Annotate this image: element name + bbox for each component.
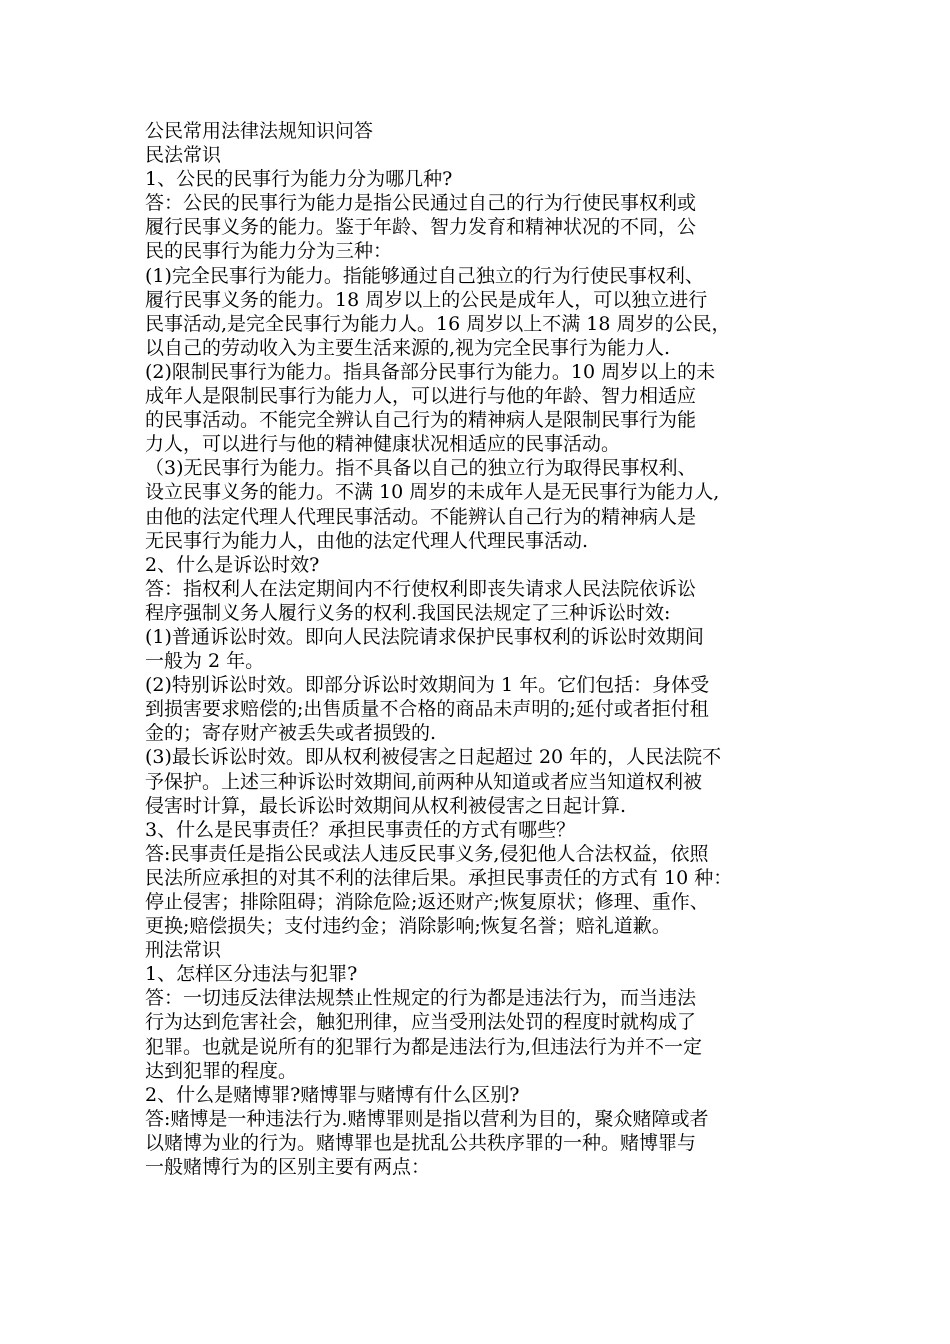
text-line: 予保护。上述三种诉讼时效期间,前两种从知道或者应当知道权利被 (145, 770, 703, 793)
text-line: 答：一切违反法律法规禁止性规定的行为都是违法行为，而当违法 (145, 987, 697, 1010)
section-heading-civil-law: 民法常识 (145, 144, 222, 167)
text-line: 成年人是限制民事行为能力人，可以进行与他的年龄、智力相适应 (145, 385, 697, 408)
text-line: 民的民事行为能力分为三种： (145, 240, 393, 263)
text-line: (2)限制民事行为能力。指具备部分民事行为能力。10 周岁以上的未 (145, 360, 716, 383)
text-line: (1)完全民事行为能力。指能够通过自己独立的行为行使民事权利、 (145, 264, 704, 287)
text-line: 的民事活动。不能完全辨认自己行为的精神病人是限制民事行为能 (145, 409, 697, 432)
text-line: 以自己的劳动收入为主要生活来源的,视为完全民事行为能力人. (145, 336, 671, 359)
question-criminal-1: 1、怎样区分违法与犯罪? (145, 963, 358, 986)
text-line: 更换;赔偿损失；支付违约金；消除影响;恢复名誉；赔礼道歉。 (145, 915, 671, 938)
text-line: 答：公民的民事行为能力是指公民通过自己的行为行使民事权利或 (145, 192, 697, 215)
text-line: 犯罪。也就是说所有的犯罪行为都是违法行为,但违法行为并不一定 (145, 1035, 703, 1058)
question-2: 2、什么是诉讼时效? (145, 553, 320, 576)
text-line: 民事活动,是完全民事行为能力人。16 周岁以上不满 18 周岁的公民， (145, 312, 731, 335)
question-3: 3、什么是民事责任？承担民事责任的方式有哪些？ (145, 818, 576, 841)
text-line: 程序强制义务人履行义务的权利.我国民法规定了三种诉讼时效: (145, 601, 671, 624)
text-line: 民法所应承担的对其不利的法律后果。承担民事责任的方式有 10 种： (145, 866, 733, 889)
text-line: 履行民事义务的能力。鉴于年龄、智力发育和精神状况的不同，公 (145, 216, 697, 239)
text-line: 答：指权利人在法定期间内不行使权利即丧失请求人民法院依诉讼 (145, 577, 697, 600)
question-1: 1、公民的民事行为能力分为哪几种? (145, 168, 453, 191)
text-line: 无民事行为能力人，由他的法定代理人代理民事活动. (145, 529, 589, 552)
text-line: （3)无民事行为能力。指不具备以自己的独立行为取得民事权利、 (145, 457, 697, 480)
text-line: 一般赌博行为的区别主要有两点： (145, 1156, 431, 1179)
text-line: 设立民事义务的能力。不满 10 周岁的未成年人是无民事行为能力人, (145, 481, 720, 504)
text-line: (3)最长诉讼时效。即从权利被侵害之日起超过 20 年的，人民法院不 (145, 746, 722, 769)
text-line: (1)普通诉讼时效。即向人民法院请求保护民事权利的诉讼时效期间 (145, 625, 704, 648)
text-line: 达到犯罪的程度。 (145, 1059, 298, 1082)
text-line: 由他的法定代理人代理民事活动。不能辨认自己行为的精神病人是 (145, 505, 697, 528)
text-line: 答:民事责任是指公民或法人违反民事义务,侵犯他人合法权益，依照 (145, 842, 709, 865)
question-criminal-2: 2、什么是赌博罪?赌博罪与赌博有什么区别? (145, 1083, 520, 1106)
text-line: 以赌博为业的行为。赌博罪也是扰乱公共秩序罪的一种。赌博罪与 (145, 1131, 697, 1154)
text-line: 金的；寄存财产被丢失或者损毁的. (145, 722, 437, 745)
text-line: 答:赌博是一种违法行为.赌博罪则是指以营利为目的，聚众赌障或者 (145, 1107, 709, 1130)
text-line: 力人，可以进行与他的精神健康状况相适应的民事活动。 (145, 433, 621, 456)
text-line: 侵害时计算，最长诉讼时效期间从权利被侵害之日起计算. (145, 794, 627, 817)
text-line: 停止侵害；排除阻碍；消除危险;返还财产;恢复原状；修理、重作、 (145, 891, 709, 913)
text-line: (2)特别诉讼时效。即部分诉讼时效期间为 1 年。它们包括：身体受 (145, 674, 710, 697)
document-body (145, 119, 825, 1179)
section-heading-criminal-law: 刑法常识 (145, 939, 222, 962)
text-line: 履行民事义务的能力。18 周岁以上的公民是成年人，可以独立进行 (145, 288, 708, 311)
document-title: 公民常用法律法规知识问答 (145, 120, 374, 142)
text-line: 一般为 2 年。 (145, 650, 265, 673)
text-line: 行为达到危害社会，触犯刑律，应当受刑法处罚的程度时就构成了 (145, 1011, 697, 1034)
text-line: 到损害要求赔偿的;出售质量不合格的商品未声明的;延付或者拒付租 (145, 698, 709, 721)
